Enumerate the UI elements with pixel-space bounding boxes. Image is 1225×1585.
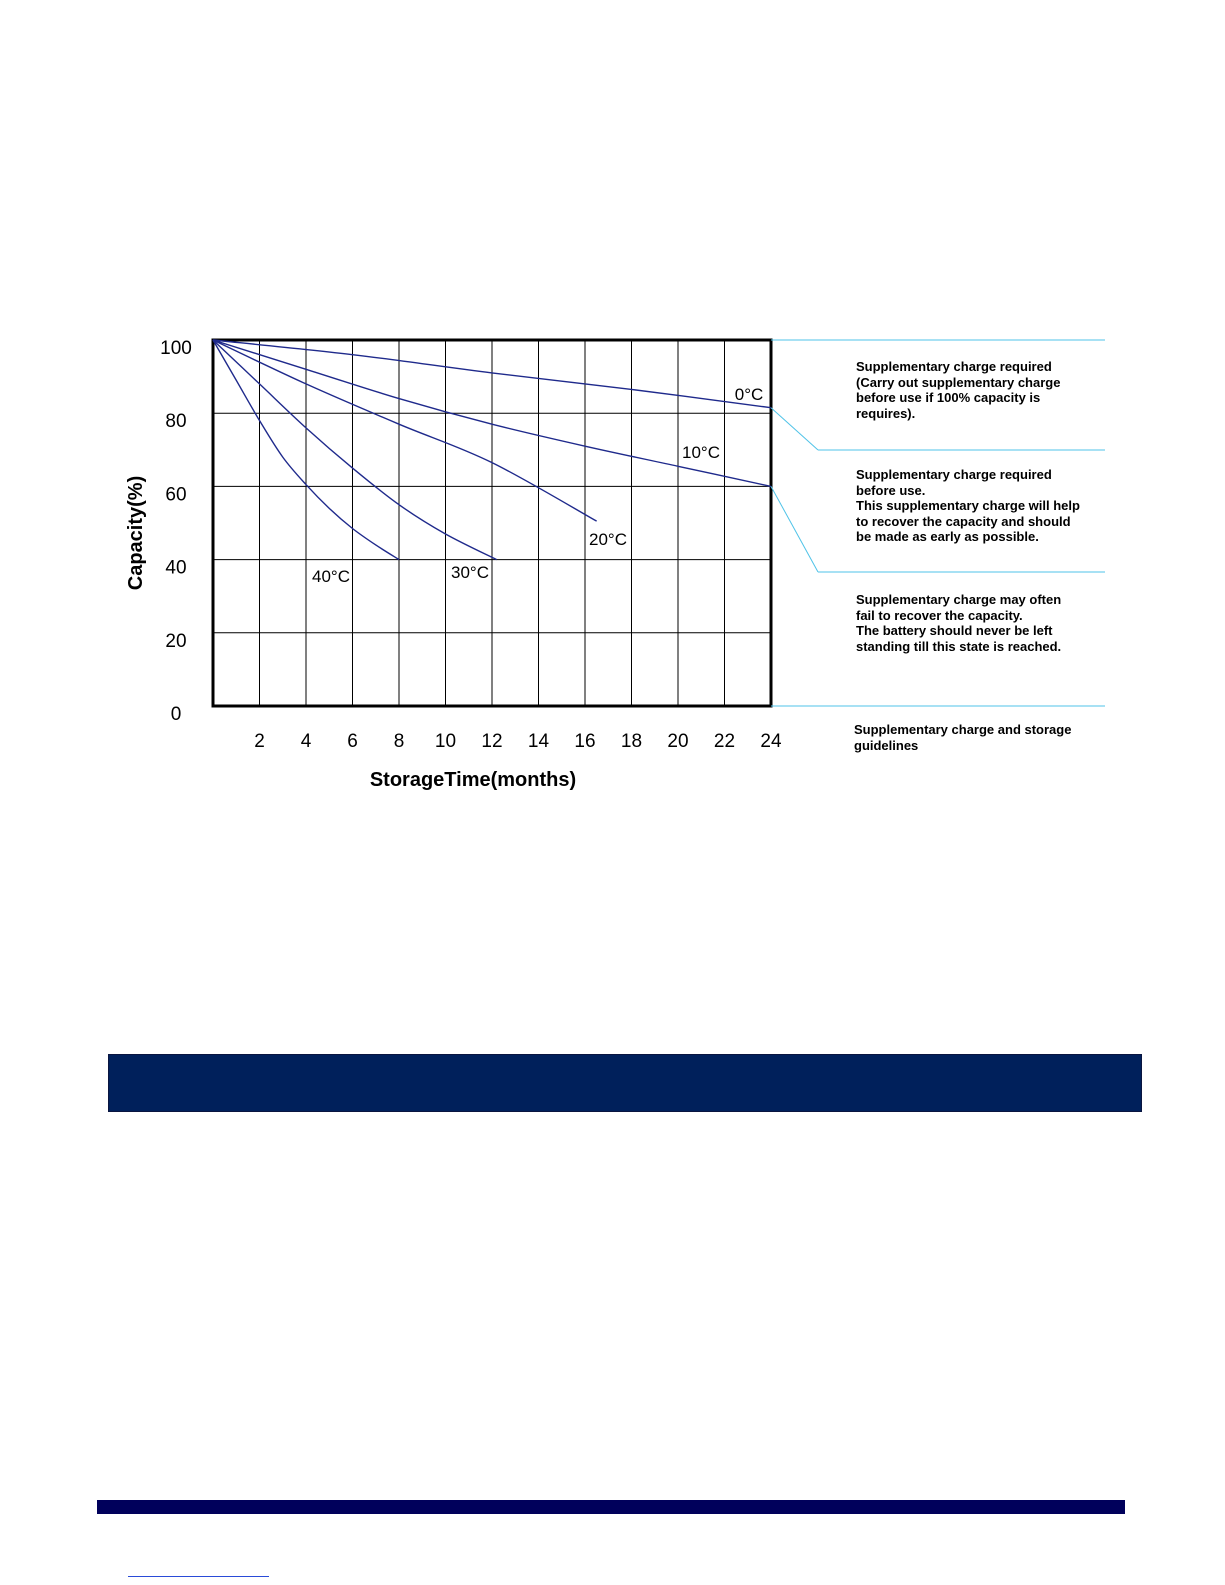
x-tick-label: 14	[527, 731, 550, 752]
x-tick-label: 10	[434, 731, 457, 752]
y-tick-label: 100	[160, 338, 192, 359]
series-line-2	[213, 340, 597, 521]
x-tick-label: 20	[667, 731, 689, 752]
y-tick-label: 40	[165, 557, 187, 579]
footer-bar	[97, 1500, 1125, 1514]
x-tick-label: 6	[347, 731, 358, 752]
guide-connector-80	[771, 408, 818, 450]
chart-caption: Supplementary charge and storage guidelines	[854, 722, 1072, 753]
x-tick-label: 2	[254, 731, 265, 752]
chart-grid	[213, 340, 771, 706]
series-label-2: 20°C	[589, 530, 627, 549]
y-axis-title: Capacity(%)	[125, 475, 147, 591]
guide-connector-60	[771, 486, 818, 572]
x-tick-label: 24	[760, 731, 782, 752]
section-header-banner	[108, 1054, 1142, 1112]
chart-ticks	[160, 338, 782, 752]
x-tick-label: 4	[300, 731, 312, 752]
series-label-4: 40°C	[312, 567, 350, 586]
zone-note-60-80: Supplementary charge required before use. This supplementary charge will help to recover the capacity and should be made as early as possible.	[856, 467, 1080, 544]
x-tick-label: 12	[481, 731, 503, 752]
series-line-3	[213, 340, 497, 560]
zone-note-above-80: Supplementary charge required (Carry out supplementary charge before use if 100% capacity is requires).	[856, 359, 1061, 421]
x-tick-label: 8	[393, 731, 405, 752]
x-tick-label: 22	[713, 731, 736, 752]
x-tick-label: 16	[574, 731, 596, 752]
y-tick-label: 20	[165, 630, 187, 652]
y-tick-label: 60	[165, 484, 187, 506]
x-tick-label: 18	[620, 731, 643, 752]
series-label-1: 10°C	[682, 443, 720, 462]
series-label-3: 30°C	[451, 563, 489, 582]
y-tick-label: 80	[165, 411, 187, 433]
zone-note-below-60: Supplementary charge may often fail to recover the capacity. The battery should never be left standing till this state is reached.	[856, 592, 1062, 654]
x-axis-title: StorageTime(months)	[369, 769, 577, 791]
y-tick-label: 0	[170, 704, 182, 725]
series-label-0: 0°C	[734, 385, 764, 404]
footer-link-underline	[128, 1576, 269, 1577]
